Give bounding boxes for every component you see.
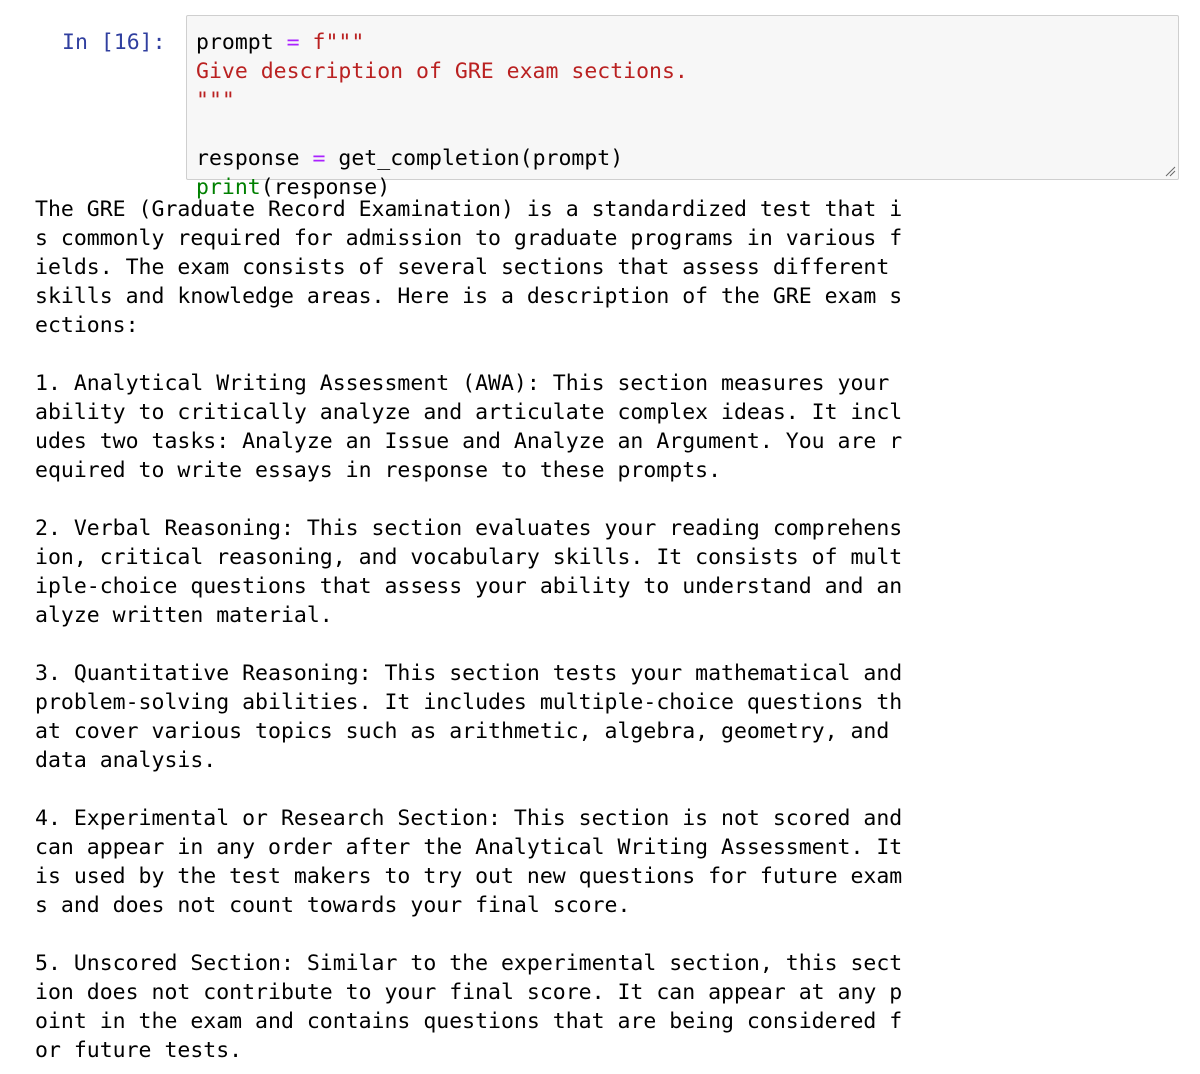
output-line: 4. Experimental or Research Section: This section is not scored and [35,806,903,831]
output-line: ields. The exam consists of several sections that assess different [35,255,890,280]
output-line: 3. Quantitative Reasoning: This section tests your mathematical and [35,661,903,686]
code-string-body: Give description of GRE exam sections. [196,59,688,84]
output-line: can appear in any order after the Analytical Writing Assessment. It [35,835,903,860]
output-line: skills and knowledge areas. Here is a description of the GRE exam s [35,284,903,309]
output-line: 2. Verbal Reasoning: This section evaluates your reading comprehens [35,516,903,541]
code-function-call: get_completion(prompt) [338,146,624,171]
output-line: ion, critical reasoning, and vocabulary skills. It consists of mult [35,545,903,570]
output-line: equired to write essays in response to these prompts. [35,458,722,483]
code-print-args: (response) [260,175,391,200]
output-line: ion does not contribute to your final score. It can appear at any p [35,980,903,1005]
output-line: or future tests. [35,1038,243,1063]
output-line: s commonly required for admission to graduate programs in various f [35,226,903,251]
output-line: 1. Analytical Writing Assessment (AWA): This section measures your [35,371,890,396]
code-assign-op-2: = [312,146,326,171]
output-line: 5. Unscored Section: Similar to the experimental section, this sect [35,951,903,976]
output-line: iple-choice questions that assess your ability to understand and an [35,574,903,599]
output-line: data analysis. [35,748,217,773]
code-var-prompt: prompt [196,30,274,55]
cell-prompt-label: In [16]: [62,30,166,55]
code-fstring-open: f""" [312,30,365,55]
output-line: problem-solving abilities. It includes multiple-choice questions th [35,690,903,715]
output-line: ability to critically analyze and articulate complex ideas. It incl [35,400,903,425]
code-builtin-print: print [196,175,261,200]
output-line: alyze written material. [35,603,333,628]
code-editor[interactable] [186,15,1179,200]
cell-output [35,195,902,1065]
code-var-response: response [196,146,300,171]
output-line: The GRE (Graduate Record Examination) is a standardized test that i [35,197,903,222]
output-line: ections: [35,313,139,338]
resize-grip-icon[interactable] [1164,165,1176,177]
code-text[interactable] [196,28,688,202]
output-line: at cover various topics such as arithmetic, algebra, geometry, and [35,719,890,744]
code-assign-op: = [286,30,300,55]
output-line: udes two tasks: Analyze an Issue and Analyze an Argument. You are r [35,429,903,454]
output-line: oint in the exam and contains questions that are being considered f [35,1009,903,1034]
output-line: s and does not count towards your final score. [35,893,631,918]
output-line: is used by the test makers to try out new questions for future exam [35,864,903,889]
code-string-close: """ [196,88,235,113]
